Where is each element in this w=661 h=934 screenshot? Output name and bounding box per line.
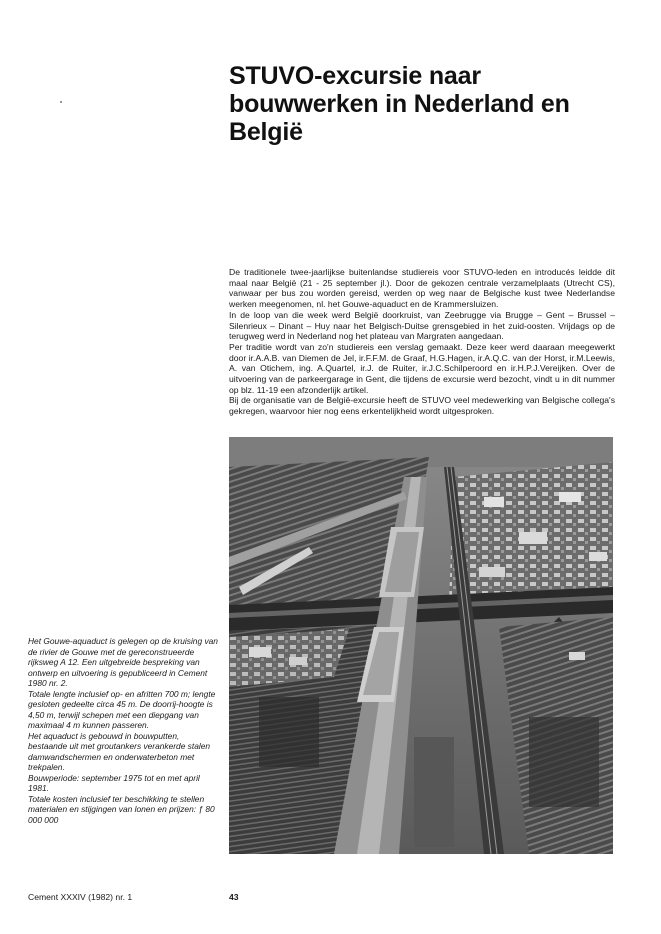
- caption-paragraph: Het aquaduct is gebouwd in bouwputten, bestaande uit met groutankers verankerde stalen damwandschermen en onderwaterbeton met trekpalen.: [28, 730, 211, 772]
- aerial-photo-gouwe-aquaduct: [229, 437, 613, 854]
- journal-reference: Cement XXXIV (1982) nr. 1: [28, 892, 133, 902]
- aerial-photo-illustration: [229, 437, 613, 854]
- title-line-3: België: [229, 118, 303, 146]
- print-speck: [60, 101, 62, 103]
- intro-paragraph: Bij de organisatie van de België-excursie heeft de STUVO veel medewerking van Belgische collega's gekregen, waarvoor hier nog eens erkentelijkheid wordt uitgesproken.: [229, 395, 615, 417]
- article-title: [229, 62, 629, 146]
- title-line-1: STUVO-excursie naar: [229, 62, 481, 90]
- caption-paragraph: Totale lengte inclusief op- en afritten 700 m; lengte gesloten gedeelte circa 45 m. De doorrij-hoogte is 4,50 m, terwijl schepen met een diepgang van maximaal 4 m kunnen passeren.: [28, 688, 216, 730]
- caption-paragraph: Totale kosten inclusief ter beschikking te stellen materialen en stijgingen van lonen en prijzen: ƒ 80 000 000: [28, 793, 215, 825]
- title-line-2: bouwwerken in Nederland en: [229, 90, 570, 118]
- caption-paragraph: Bouwperiode: september 1975 tot en met april 1981.: [28, 772, 200, 793]
- photo-caption: [28, 636, 218, 825]
- intro-paragraph: De traditionele twee-jaarlijkse buitenlandse studiereis voor STUVO-leden en introducés leidde dit maal naar België (21 - 25 september jl.). Door de gekozen centrale verzamelplaats (Utrecht CS), vanwaar per bus zou worden gereisd, werden op weg naar de Belgische kust twee Nederlandse werken meegenomen, nl. het Gouwe-aquaduct en de Krammersluizen.: [229, 267, 615, 310]
- page-number: 43: [229, 892, 239, 902]
- intro-paragraph: In de loop van die week werd België doorkruist, van Zeebrugge via Brugge – Gent – Brussel – Silenrieux – Dinant – Huy naar het Belgisch-Duitse grensgebied in het zuid-oosten. Vrijdags op de terugweg werd in Nederland nog het plateau van Margraten aangedaan.: [229, 309, 615, 342]
- intro-paragraph: Per traditie wordt van zo'n studiereis een verslag gemaakt. Deze keer werd daaraan meegewerkt door ir.A.A.B. van Diemen de Jel, ir.F.F.M. de Graaf, H.G.Hagen, ir.A.Q.C. van der Horst, ir.M.Leewis, A. van Otichem, ing. A.Quartel, ir.J. de Ruiter, ir.J.C.Schilperoord en ir.H.P.J.Vereijken. Over de uitvoering van de parkeergarage in Gent, die tijdens de excursie werd bezocht, vindt u in dit nummer op blz. 11-19 een afzonderlijk artikel.: [229, 341, 615, 395]
- caption-paragraph: Het Gouwe-aquaduct is gelegen op de kruising van de rivier de Gouwe met de gereconstrueerde rijksweg A 12. Een uitgebreide bespreking van ontwerp en uitvoering is gepubliceerd in Cement 1980 nr. 2.: [28, 636, 218, 688]
- intro-text: [229, 267, 615, 417]
